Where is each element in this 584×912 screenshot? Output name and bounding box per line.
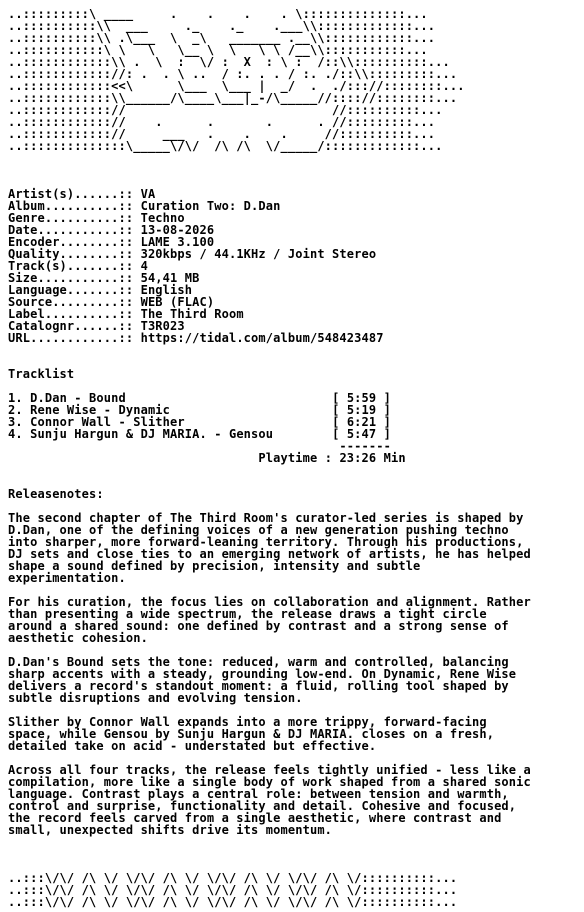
track-number: 1. (8, 391, 23, 405)
releasenotes-paragraph (8, 716, 584, 752)
info-key: Encoder........: (8, 235, 126, 249)
info-key: Album..........: (8, 199, 126, 213)
header-art-line: ..::::::::::::\\ . \ : \/ : X : \ : /::\\::::::::::... (8, 55, 450, 69)
track-row: 3. Connor Wall - Slither [ 6:21 ] (8, 415, 392, 429)
releasenotes-line: Across all four tracks, the release feels tightly unified - less like a (8, 763, 531, 777)
info-value: 320kbps / 44.1KHz / Joint Stereo (140, 247, 377, 261)
info-value: VA (140, 187, 156, 201)
info-row: Catalognr......:: T3R023 (8, 319, 185, 333)
info-value: LAME 3.100 (140, 235, 215, 249)
info-row: URL............:: https://tidal.com/album/548423487 (8, 331, 384, 345)
header-art-line: ..::::::::::::<<\ \___ \___ | _/ . ./::://::::::::... (8, 79, 465, 93)
info-key: Catalognr......: (8, 319, 126, 333)
releasenotes-line: compilation, more like a single body of work shaped from a shared sonic (8, 775, 531, 789)
releasenotes-paragraph (8, 656, 584, 704)
releasenotes-paragraph (8, 764, 584, 836)
track-number: 4. (8, 427, 23, 441)
track-title: Sunju Hargun & DJ MARIA. - Gensou (30, 427, 274, 441)
track-number: 2. (8, 403, 23, 417)
releasenotes-line: language. Contrast plays a central role: between tension and warmth, (8, 787, 509, 801)
info-row: Artist(s)......:: VA (8, 187, 156, 201)
releasenotes-line: D.Dan's Bound sets the tone: reduced, warm and controlled, balancing (8, 655, 509, 669)
info-value: Techno (140, 211, 185, 225)
info-key: Track(s).......: (8, 259, 126, 273)
releasenotes-line: The second chapter of The Third Room's curator-led series is shaped by (8, 511, 524, 525)
releasenotes-line: shape a sound defined by precision, intensity and subtle (8, 559, 421, 573)
header-art-line: ..::::::::::::// ___ . . . //::::::::::... (8, 127, 436, 141)
releasenotes-line: experimentation. (8, 571, 126, 585)
info-key: Artist(s)......: (8, 187, 126, 201)
header-art-line: ..::::::::::::// //::::::::::... (8, 103, 443, 117)
header-art-line: ..:::::::::::://: . . \ .. / :. . . / :. ./::\\:::::::::... (8, 67, 458, 81)
track-title: Connor Wall - Slither (30, 415, 185, 429)
releasenotes-line: D.Dan, one of the defining voices of a new generation pushing techno (8, 523, 509, 537)
info-row: Genre..........:: Techno (8, 211, 185, 225)
total-rule: ------- (8, 439, 391, 453)
info-value: 4 (140, 259, 148, 273)
track-duration: 5:19 (346, 403, 377, 417)
info-value: 54,41 MB (140, 271, 200, 285)
info-value: English (140, 283, 193, 297)
footer-art-line: ..:::\/\/ /\ \/ \/\/ /\ \/ \/\/ /\ \/ \/\/ /\ \/::::::::::... (8, 895, 458, 909)
info-value: 13-08-2026 (140, 223, 215, 237)
info-key: URL............: (8, 331, 126, 345)
info-value: https://tidal.com/album/548423487 (140, 331, 384, 345)
track-row: 4. Sunju Hargun & DJ MARIA. - Gensou [ 5:47 ] (8, 427, 392, 441)
info-value: The Third Room (140, 307, 244, 321)
info-key: Label..........: (8, 307, 126, 321)
releasenotes-line: the record feels carved from a single aesthetic, where contrast and (8, 811, 502, 825)
header-art-line: ..::::::::::\\ .\___ \ _\ _______ .__\\::::::::::::... (8, 31, 436, 45)
info-value: T3R023 (140, 319, 185, 333)
info-key: Quality........: (8, 247, 126, 261)
info-key: Date...........: (8, 223, 126, 237)
header-ascii-art (8, 8, 584, 152)
info-row: Quality........:: 320kbps / 44.1KHz / Joint Stereo (8, 247, 377, 261)
header-art-line: ..::::::::::::// . . . . //:::::::::... (8, 115, 436, 129)
info-value: Curation Two: D.Dan (140, 199, 281, 213)
track-number: 3. (8, 415, 23, 429)
releasenotes-line: DJ sets and close ties to an emerging network of artists, he has helped (8, 547, 531, 561)
header-art-line: ..::::::::::::::\_____\/\/ /\ /\ \/_____/:::::::::::::... (8, 139, 443, 153)
info-row: Track(s).......:: 4 (8, 259, 148, 273)
releasenotes-line: space, while Gensou by Sunju Hargun & DJ MARIA. closes on a fresh, (8, 727, 495, 741)
info-row: Encoder........:: LAME 3.100 (8, 235, 215, 249)
releasenotes-line: than presenting a wide spectrum, the release draws a tight circle (8, 607, 487, 621)
releasenotes-paragraph (8, 596, 584, 644)
info-row: Language.......:: English (8, 283, 193, 297)
track-row: 2. Rene Wise - Dynamic [ 5:19 ] (8, 403, 392, 417)
releasenotes-line: subtle disruptions and evolving tension. (8, 691, 303, 705)
info-key: Source.........: (8, 295, 126, 309)
track-duration: 6:21 (346, 415, 377, 429)
releasenotes-line: detailed take on acid - understated but effective. (8, 739, 377, 753)
info-key: Language.......: (8, 283, 126, 297)
releasenotes-paragraph (8, 512, 584, 584)
playtime-label: Playtime (258, 451, 318, 465)
info-row: Album..........:: Curation Two: D.Dan (8, 199, 281, 213)
releasenotes-line: sharp accents with a steady, grounding low-end. On Dynamic, Rene Wise (8, 667, 517, 681)
header-art-line: ..::::::::::\\ ___ ._ ._ .___\\:::::::::::::... (8, 19, 436, 33)
playtime-total: Playtime : 23:26 Min (258, 451, 406, 465)
info-value: WEB (FLAC) (140, 295, 215, 309)
info-row: Date...........:: 13-08-2026 (8, 223, 215, 237)
header-art-line: ..::::::::::::\\______/\____\___|_-/\_____//:::://::::::::... (8, 91, 458, 105)
release-info-table (8, 188, 584, 344)
releasenotes-body (8, 512, 584, 836)
info-row: Source.........:: WEB (FLAC) (8, 295, 215, 309)
releasenotes-line: delivers a record's standout moment: a fluid, rolling tool shaped by (8, 679, 509, 693)
track-duration: 5:59 (346, 391, 377, 405)
footer-art-line: ..:::\/\/ /\ \/ \/\/ /\ \/ \/\/ /\ \/ \/\/ /\ \/::::::::::... (8, 883, 458, 897)
track-title: D.Dan - Bound (30, 391, 126, 405)
info-key: Genre..........: (8, 211, 126, 225)
tracklist-heading: Tracklist (8, 367, 75, 381)
footer-art-line: ..:::\/\/ /\ \/ \/\/ /\ \/ \/\/ /\ \/ \/\/ /\ \/::::::::::... (8, 871, 458, 885)
playtime-value: 23:26 Min (339, 451, 406, 465)
releasenotes-line: around a shared sound: one defined by contrast and a strong sense of (8, 619, 509, 633)
header-art-line: ..:::::::::\ ____ . . . . \::::::::::::::... (8, 7, 428, 21)
releasenotes-line: aesthetic cohesion. (8, 631, 148, 645)
info-row: Size...........:: 54,41 MB (8, 271, 200, 285)
releasenotes-line: small, unexpected shifts drive its momentum. (8, 823, 333, 837)
releasenotes-line: Slither by Connor Wall expands into a more trippy, forward-facing (8, 715, 487, 729)
track-row: 1. D.Dan - Bound [ 5:59 ] (8, 391, 392, 405)
releasenotes-line: into sharper, more forward-leaning territory. Through his productions, (8, 535, 524, 549)
info-row: Label..........:: The Third Room (8, 307, 244, 321)
releasenotes-line: control and surprise, functionality and detail. Cohesive and focused, (8, 799, 517, 813)
tracklist (8, 392, 584, 440)
releasenotes-line: For his curation, the focus lies on collaboration and alignment. Rather (8, 595, 531, 609)
track-title: Rene Wise - Dynamic (30, 403, 171, 417)
track-duration: 5:47 (346, 427, 377, 441)
releasenotes-heading: Releasenotes: (8, 487, 104, 501)
header-art-line: ..:::::::::::\ \ \ \__ \ \ \ \ /__\\:::::::::::... (8, 43, 428, 57)
info-key: Size...........: (8, 271, 126, 285)
footer-ascii-art (8, 872, 584, 908)
